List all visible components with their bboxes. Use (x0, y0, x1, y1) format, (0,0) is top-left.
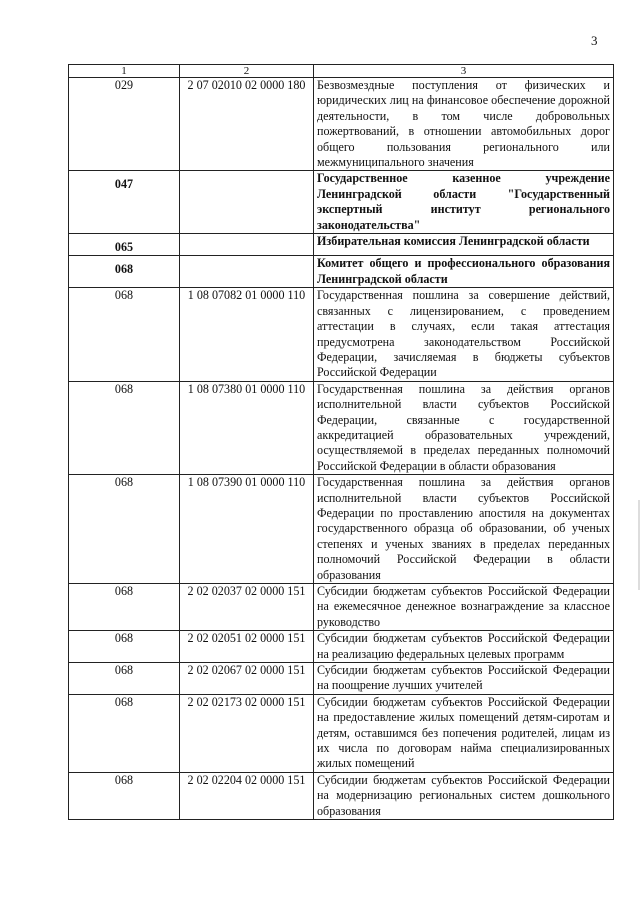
description-cell: Государственная пошлина за совершение действий, связанных с лицензированием, с проведением аттестации в случаях, если такая аттестация предусмотрена законодательством Российской Федерации, зачисляемая в бюджеты субъектов Российской Федерации (314, 288, 614, 381)
revenue-code-cell: 2 02 02067 02 0000 151 (180, 663, 314, 695)
table-row (69, 475, 614, 584)
admin-code-cell: 068 (69, 381, 180, 474)
table-row (69, 78, 614, 171)
revenue-code-cell (180, 234, 314, 256)
description-cell: Государственная пошлина за действия органов исполнительной власти субъектов Российской Федерации по проставлению апостиля на документах государственного образца об образовании, об ученых степенях и ученых званиях в пределах переданных полномочий Российской Федерации в области образования (314, 475, 614, 584)
admin-code-cell: 068 (69, 631, 180, 663)
page-number: 3 (591, 33, 598, 48)
revenue-code-cell (180, 171, 314, 234)
description-cell: Государственное казенное учреждение Ленинградской области "Государственный экспертный институт регионального законодательства" (314, 171, 614, 234)
revenue-code-cell: 1 08 07082 01 0000 110 (180, 288, 314, 381)
table-row (69, 171, 614, 234)
table-row (69, 631, 614, 663)
admin-code-cell: 065 (69, 234, 180, 256)
table-row (69, 663, 614, 695)
revenue-code-cell: 2 02 02173 02 0000 151 (180, 694, 314, 772)
admin-code-cell: 068 (69, 694, 180, 772)
admin-code-cell: 029 (69, 78, 180, 171)
column-header-3: 3 (314, 65, 614, 78)
table-row (69, 584, 614, 631)
table-row (69, 381, 614, 474)
revenue-code-cell: 2 07 02010 02 0000 180 (180, 78, 314, 171)
description-cell: Субсидии бюджетам субъектов Российской Федерации на поощрение лучших учителей (314, 663, 614, 695)
description-cell: Субсидии бюджетам субъектов Российской Федерации на ежемесячное денежное вознаграждение за классное руководство (314, 584, 614, 631)
column-header-2: 2 (180, 65, 314, 78)
description-cell: Безвозмездные поступления от физических и юридических лиц на финансовое обеспечение дорожной деятельности, в том числе добровольных пожертвований, в отношении автомобильных дорог общего пользования регионального или межмуниципального значения (314, 78, 614, 171)
admin-code-cell: 068 (69, 288, 180, 381)
table-row (69, 288, 614, 381)
admin-code-cell: 068 (69, 256, 180, 288)
admin-code-cell: 068 (69, 475, 180, 584)
table-row (69, 234, 614, 256)
admin-code-cell: 068 (69, 584, 180, 631)
description-cell: Избирательная комиссия Ленинградской области (314, 234, 614, 256)
admin-code-cell: 068 (69, 663, 180, 695)
table-row (69, 772, 614, 819)
table-header-row (69, 65, 614, 78)
revenue-codes-table (68, 64, 614, 820)
admin-code-cell: 047 (69, 171, 180, 234)
revenue-code-cell: 2 02 02051 02 0000 151 (180, 631, 314, 663)
description-cell: Субсидии бюджетам субъектов Российской Федерации на реализацию федеральных целевых программ (314, 631, 614, 663)
admin-code-cell: 068 (69, 772, 180, 819)
description-cell: Комитет общего и профессионального образования Ленинградской области (314, 256, 614, 288)
revenue-code-cell: 1 08 07390 01 0000 110 (180, 475, 314, 584)
revenue-code-cell: 2 02 02037 02 0000 151 (180, 584, 314, 631)
revenue-code-cell (180, 256, 314, 288)
table-row (69, 256, 614, 288)
column-header-1: 1 (69, 65, 180, 78)
table-row (69, 694, 614, 772)
revenue-code-cell: 1 08 07380 01 0000 110 (180, 381, 314, 474)
description-cell: Государственная пошлина за действия органов исполнительной власти субъектов Российской Федерации, связанные с государственной аккредитацией образовательных учреждений, осуществляемой в пределах переданных полномочий Российской Федерации в области образования (314, 381, 614, 474)
description-cell: Субсидии бюджетам субъектов Российской Федерации на модернизацию региональных систем дошкольного образования (314, 772, 614, 819)
description-cell: Субсидии бюджетам субъектов Российской Федерации на предоставление жилых помещений детям-сиротам и детям, оставшимся без попечения родителей, лицам из их числа по договорам найма специализированных жилых помещений (314, 694, 614, 772)
revenue-code-cell: 2 02 02204 02 0000 151 (180, 772, 314, 819)
